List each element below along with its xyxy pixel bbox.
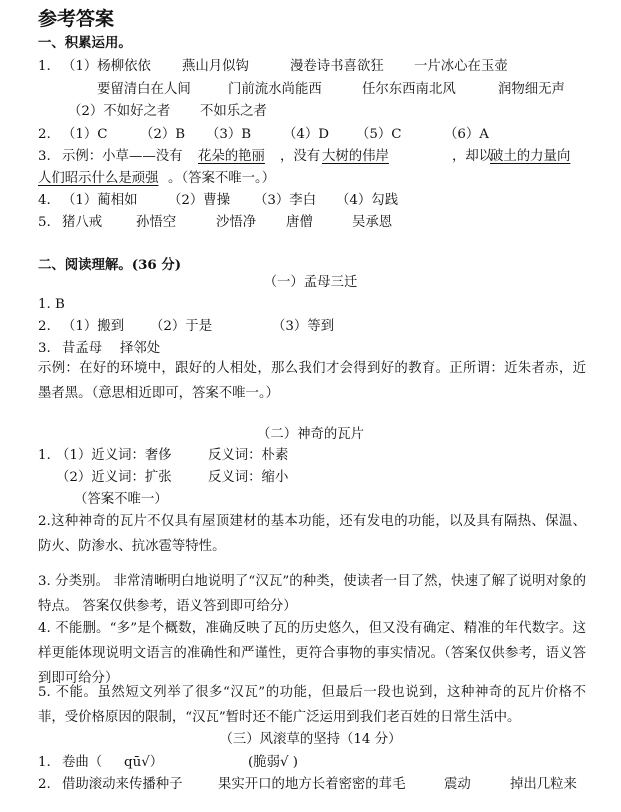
q2-choice: （3）B <box>206 127 252 142</box>
p3-q1-number: 1. <box>38 755 51 770</box>
q3-connector: ，没有 <box>280 149 321 164</box>
q4-answer: （1）蔺相如 <box>62 193 138 208</box>
p1-q3-number: 3. <box>38 341 51 356</box>
q1-answer-4: 一片冰心在玉壶 <box>414 59 508 74</box>
p3-q2-answer: 震动 <box>444 777 471 792</box>
q1-answer-5: 要留清白在人间 <box>97 82 191 97</box>
q5-answer: 孙悟空 <box>136 215 177 230</box>
p1-q2-answer: （1）搬到 <box>62 319 125 334</box>
passage-3-title: （三）风滚草的坚持（14 分） <box>219 732 402 747</box>
p3-q1-answer-a: 卷曲（ <box>62 755 103 770</box>
p1-example-paragraph: 示例：在好的环境中，跟好的人相处，那么我们才会得到好的教育。正所谓：近朱者赤，近墨者黑。（意思相近即可，答案不唯一。） <box>38 361 586 401</box>
p2-q1-antonym-1: 反义词：朴素 <box>208 448 289 463</box>
p2-q3-paragraph: 3. 分类别。 非常清晰明白地说明了“汉瓦”的种类，使读者一目了然，快速了解了说明对象的特点。 答案仅供参考，语义答到即可给分） <box>38 574 586 614</box>
passage-2-title: （二）神奇的瓦片 <box>256 427 365 442</box>
q4-answer: （2）曹操 <box>168 193 231 208</box>
q2-number: 2. <box>38 127 51 142</box>
q3-blank-answer-1: 花朵的艳丽 <box>198 149 265 164</box>
p2-q1-note: （答案不唯一） <box>74 492 168 507</box>
q3-note: 。（答案不唯一。） <box>168 171 276 186</box>
q5-answer: 猪八戒 <box>62 215 103 230</box>
q2-choice: （2）B <box>140 127 186 142</box>
q2-choice: （1）C <box>62 127 108 142</box>
q1-answer-7: 任尔东西南北风 <box>362 82 456 97</box>
p3-q2-number: 2. <box>38 777 51 792</box>
q1-number: 1. <box>38 59 51 74</box>
p2-q1-number: 1. <box>38 448 51 463</box>
p2-q1-synonym-2: （2）近义词：扩张 <box>56 470 172 485</box>
q2-choice: （4）D <box>283 127 330 142</box>
q1-answer-6: 门前流水尚能西 <box>228 82 322 97</box>
p2-q1-synonym-1: （1）近义词：奢侈 <box>56 448 172 463</box>
p3-q2-answer: 掉出几粒来 <box>510 777 577 792</box>
q5-number: 5. <box>38 215 51 230</box>
p1-q2-number: 2. <box>38 319 51 334</box>
q4-number: 4. <box>38 193 51 208</box>
p1-q3-answer: 昔孟母 <box>62 341 103 356</box>
q5-answer: 沙悟净 <box>216 215 257 230</box>
q5-answer: 唐僧 <box>286 215 313 230</box>
q2-choice: （5）C <box>356 127 402 142</box>
q3-connector: ，却以 <box>452 149 493 164</box>
p1-q2-answer: （3）等到 <box>272 319 335 334</box>
p1-q2-answer: （2）于是 <box>150 319 213 334</box>
q5-answer: 吴承恩 <box>352 215 393 230</box>
q1-answer-1: （1）杨柳依依 <box>62 59 151 74</box>
q3-blank-answer-3-continued: 人们昭示什么是顽强 <box>38 171 159 186</box>
q1-answer-10: 不如乐之者 <box>200 104 267 119</box>
section-2-heading: 二、阅读理解。(36 分) <box>38 257 182 273</box>
q1-answer-2: 燕山月似钩 <box>182 59 249 74</box>
p3-q1-answer-b: (脆弱√ ) <box>248 755 299 770</box>
q1-answer-8: 润物细无声 <box>498 82 565 97</box>
q3-number: 3. <box>38 149 51 164</box>
q4-answer: （4）勾践 <box>336 193 399 208</box>
q1-answer-3: 漫卷诗书喜欲狂 <box>290 59 384 74</box>
q1-answer-9: （2）不如好之者 <box>68 104 171 119</box>
page-title: 参考答案 <box>38 8 115 30</box>
p2-q1-antonym-2: 反义词：缩小 <box>208 470 289 485</box>
p3-q1-answer-pinyin: qū√） <box>124 755 164 770</box>
p3-q2-answer: 果实开口的地方长着密密的茸毛 <box>218 777 406 792</box>
section-1-heading: 一、积累运用。 <box>38 35 132 51</box>
p2-q5-paragraph: 5. 不能。虽然短文列举了很多“汉瓦”的功能，但最后一段也说到，这种神奇的瓦片价格不菲，受价格原因的限制，“汉瓦”暂时还不能广泛运用到我们老百姓的日常生活中。 <box>38 685 586 725</box>
p1-q1-answer: 1. B <box>38 297 65 312</box>
p2-q2-paragraph: 2.这种神奇的瓦片不仅具有屋顶建材的基本功能，还有发电的功能，以及具有隔热、保温、防火、防渗水、抗冰雹等特性。 <box>38 514 586 554</box>
p3-q2-answer: 借助滚动来传播种子 <box>62 777 183 792</box>
q3-blank-answer-2: 大树的伟岸 <box>322 149 389 164</box>
p1-q3-answer: 择邻处 <box>120 341 161 356</box>
q3-blank-answer-3: 破土的力量向 <box>490 149 571 164</box>
q2-choice: （6）A <box>444 127 489 142</box>
q3-example-lead: 示例：小草——没有 <box>62 149 183 164</box>
p2-q4-paragraph: 4. 不能删。“多”是个概数，准确反映了瓦的历史悠久，但又没有确定、精准的年代数字。这样更能体现说明文语言的准确性和严谨性，更符合事物的事实情况。（答案仅供参考，语义答到即可给分） <box>38 621 586 686</box>
q4-answer: （3）李白 <box>254 193 317 208</box>
passage-1-title: （一）孟母三迁 <box>263 275 358 290</box>
